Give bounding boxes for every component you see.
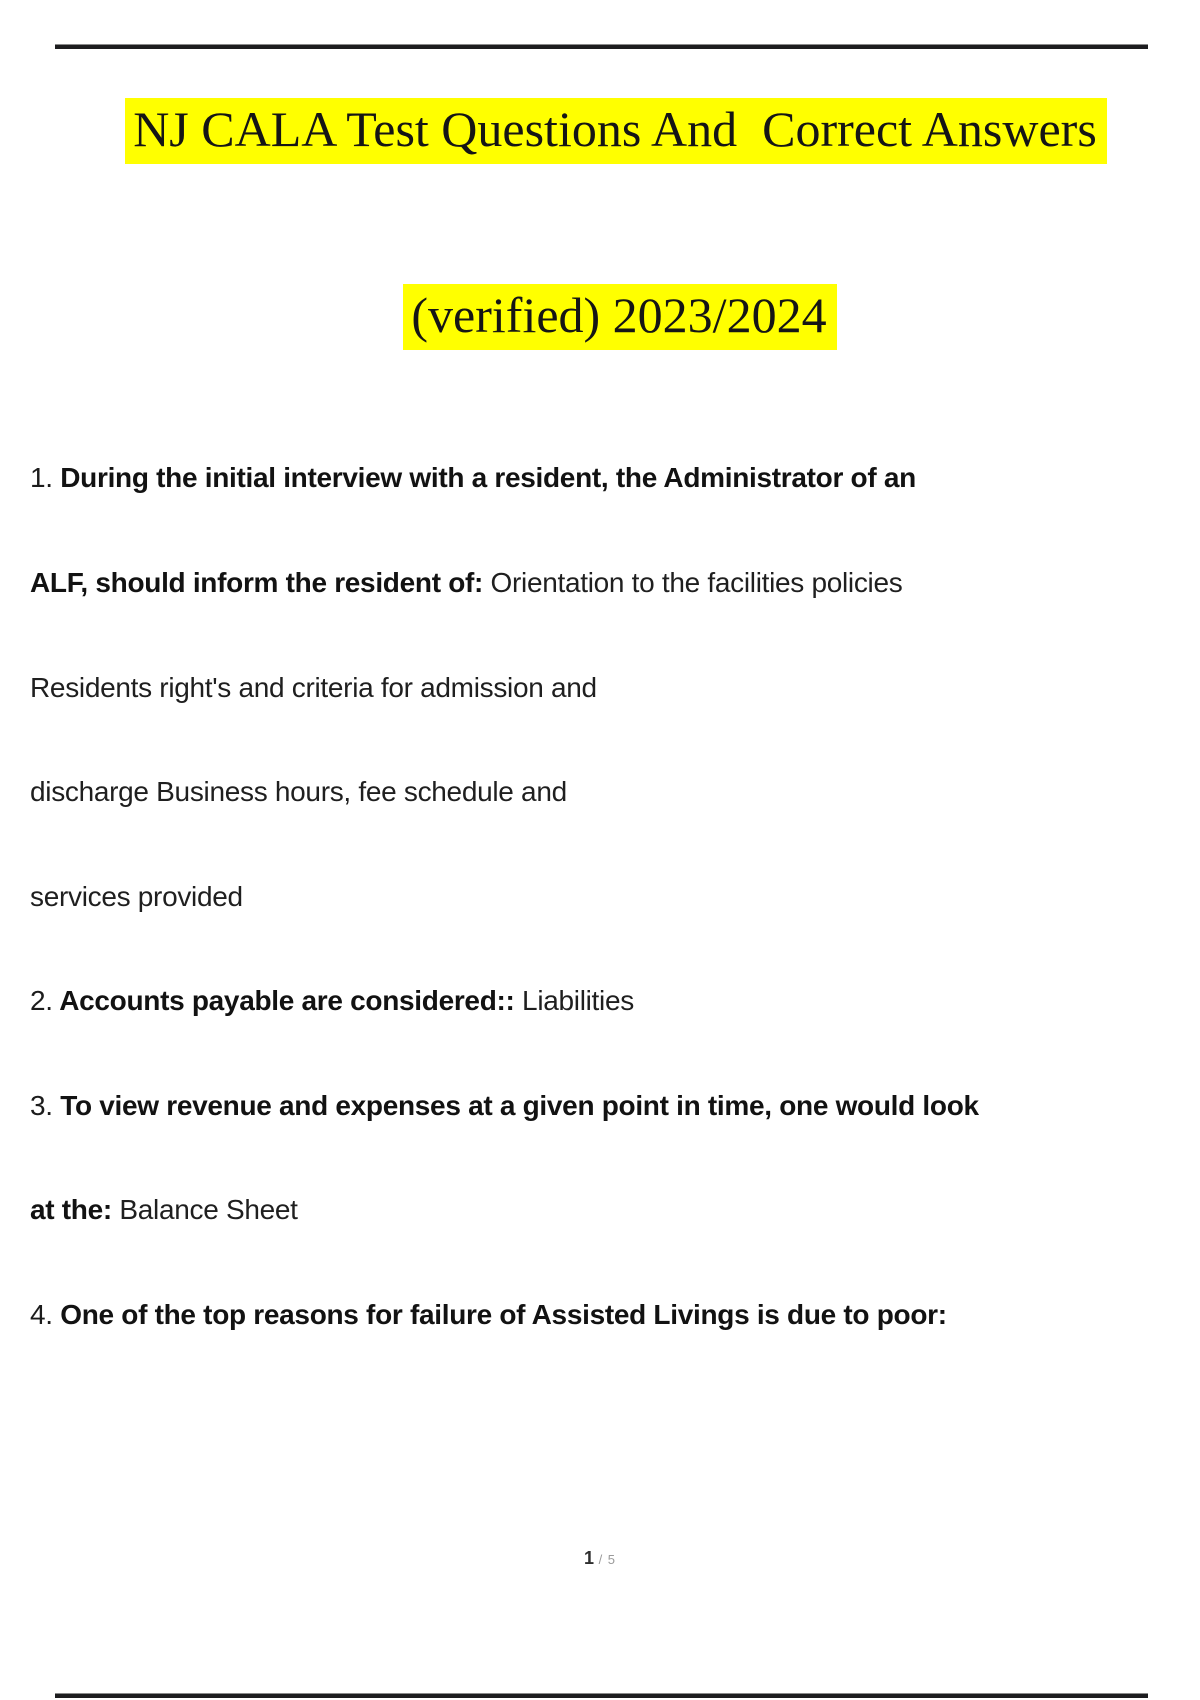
top-horizontal-rule xyxy=(55,45,1148,49)
highlighted-subtitle-text: (verified) 2023/2024 xyxy=(403,284,836,350)
question-2-line xyxy=(30,985,1180,1017)
question-3-line-2 xyxy=(30,1194,1180,1226)
bottom-horizontal-rule xyxy=(55,1694,1148,1698)
current-page-number: 1 xyxy=(583,1548,594,1568)
question-bold-text: One of the top reasons for failure of Assisted Livings is due to poor: xyxy=(52,1299,947,1330)
question-bold-text: ALF, should inform the resident of: xyxy=(30,567,484,598)
question-bold-text: During the initial interview with a resident, the Administrator of an xyxy=(52,462,916,493)
answer-line xyxy=(30,776,1180,808)
question-number: 1. xyxy=(30,462,53,493)
question-bold-text: To view revenue and expenses at a given point in time, one would look xyxy=(52,1090,979,1121)
document-title-line-2 xyxy=(0,286,1200,344)
highlighted-title-text: NJ CALA Test Questions And Correct Answers xyxy=(125,98,1107,164)
question-3-line-1 xyxy=(30,1090,1180,1122)
answer-line xyxy=(30,672,1180,704)
answer-text: discharge Business hours, fee schedule and xyxy=(30,776,567,807)
question-4-line xyxy=(30,1299,1180,1331)
answer-text: services provided xyxy=(30,881,243,912)
question-number: 2. xyxy=(30,985,53,1016)
answer-text: Orientation to the facilities policies xyxy=(483,567,903,598)
page-indicator xyxy=(0,1548,1200,1569)
answer-line xyxy=(30,881,1180,913)
question-bold-text: at the: xyxy=(30,1194,112,1225)
answer-text: Liabilities xyxy=(514,985,634,1016)
question-bold-text: Accounts payable are considered:: xyxy=(52,985,515,1016)
total-page-count: / 5 xyxy=(593,1552,617,1567)
question-1-line-1 xyxy=(30,462,1180,494)
answer-text: Residents right's and criteria for admission and xyxy=(30,672,597,703)
question-number: 3. xyxy=(30,1090,53,1121)
document-title-line-1 xyxy=(0,100,1200,158)
question-number: 4. xyxy=(30,1299,53,1330)
answer-text: Balance Sheet xyxy=(111,1194,298,1225)
question-1-line-2 xyxy=(30,567,1180,599)
